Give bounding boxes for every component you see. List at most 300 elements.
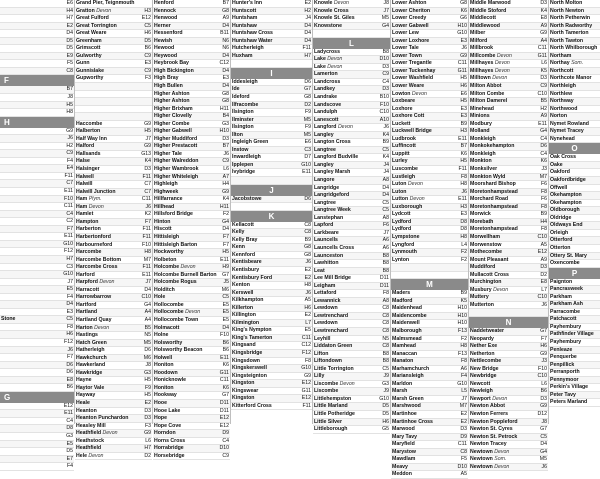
index-entry: [469, 381, 548, 389]
index-entry: [313, 139, 390, 147]
place-name: [232, 154, 297, 161]
index-entry: [0, 271, 74, 279]
place-name-text: Musbury: [470, 286, 492, 293]
index-entry: [153, 15, 230, 23]
grid-reference: K5: [460, 297, 467, 304]
place-name: [314, 0, 375, 7]
place-name: [314, 245, 375, 252]
place-name: [392, 328, 453, 335]
index-entry: [549, 309, 600, 317]
index-entry: [313, 124, 390, 132]
index-entry: [549, 113, 600, 121]
place-name: [154, 453, 215, 460]
place-name: [470, 257, 533, 264]
place-name: [1, 309, 59, 316]
index-entry: [75, 423, 152, 431]
index-entry: [391, 15, 468, 23]
place-name: [392, 15, 453, 22]
grid-reference: F9: [304, 124, 311, 131]
place-name: [154, 113, 215, 120]
place-name-text: Hawkridge: [76, 369, 103, 376]
grid-reference: E5: [304, 327, 311, 334]
county-label: Devon: [94, 324, 110, 331]
index-entry: [469, 106, 548, 114]
grid-reference: C2: [66, 218, 73, 225]
place-name-text: Highleigh: [154, 181, 178, 188]
index-entry: [153, 30, 230, 38]
place-name: [470, 411, 533, 418]
grid-reference: K4: [540, 7, 547, 14]
grid-reference: B8: [382, 252, 389, 259]
grid-reference: D4: [66, 301, 73, 308]
place-name-text: Kellacott: [232, 221, 254, 228]
index-entry: [469, 249, 548, 257]
grid-reference: D3: [540, 0, 547, 6]
index-entry: [313, 154, 390, 162]
index-entry: [549, 68, 600, 76]
county-label: Devon: [337, 124, 353, 131]
place-name-text: Ham: [76, 196, 88, 203]
place-name: [470, 166, 533, 173]
grid-reference: E11: [220, 256, 229, 263]
grid-reference: D6: [144, 347, 151, 354]
index-entry: [469, 8, 548, 16]
place-name: [314, 86, 375, 93]
place-name: [1, 339, 59, 346]
place-name: [470, 143, 533, 150]
grid-reference: F10: [142, 241, 151, 248]
index-entry: [75, 151, 152, 159]
place-name: [154, 121, 215, 128]
grid-reference: D6: [304, 78, 311, 85]
place-name: [1, 448, 59, 455]
index-entry: [231, 312, 312, 320]
index-entry: [469, 83, 548, 91]
place-name: [76, 377, 137, 384]
place-name: [76, 136, 137, 143]
place-name: [154, 257, 215, 264]
place-name: [392, 441, 453, 448]
place-name: [232, 162, 297, 169]
grid-reference: C5: [144, 22, 151, 29]
index-entry: [153, 392, 230, 400]
index-entry: [549, 207, 600, 215]
place-name: [232, 335, 297, 342]
place-name-text: Littleborough: [314, 426, 348, 433]
place-name: [550, 91, 585, 98]
place-name: [1, 233, 59, 240]
grid-reference: C5: [540, 433, 547, 440]
place-name-text: Lydcott: [392, 211, 411, 218]
place-name: [154, 325, 215, 332]
grid-reference: D3: [540, 395, 547, 402]
place-name: [154, 385, 215, 392]
place-name-text: Peter Tavy: [550, 391, 576, 398]
place-name-text: King's Nympton: [232, 327, 272, 334]
place-name-text: Ide: [232, 86, 240, 93]
index-entry: [549, 222, 600, 230]
grid-reference: F4: [66, 293, 73, 300]
place-name: [76, 294, 137, 301]
place-name: [232, 139, 297, 146]
index-entry: [549, 377, 600, 385]
index-entry: [231, 229, 312, 237]
index-entry: [391, 290, 468, 298]
grid-reference: H5: [144, 377, 151, 384]
grid-reference: E12: [301, 380, 311, 387]
place-name-text: Harracott: [76, 286, 100, 293]
place-name-text: Grand Pier, Teignmouth: [76, 0, 135, 6]
place-name-text: Newleigh: [470, 388, 493, 395]
grid-reference: J6: [67, 135, 73, 142]
place-name-text: Lewdown: [314, 305, 338, 312]
index-entry: [75, 181, 152, 189]
place-name-text: Leigham: [314, 282, 336, 289]
index-entry: [391, 313, 468, 321]
grid-reference: L6: [541, 380, 547, 387]
grid-reference: G10: [379, 395, 389, 402]
place-name: [1, 150, 59, 157]
place-name: [470, 98, 533, 105]
grid-reference: [585, 200, 599, 207]
place-name: [314, 56, 375, 63]
place-name: [76, 219, 137, 226]
place-name: [392, 226, 453, 233]
index-entry: [549, 192, 600, 200]
place-name-text: Higher Walreddon: [154, 158, 199, 165]
grid-reference: B6: [66, 384, 73, 391]
index-entry: [469, 189, 548, 197]
grid-reference: [585, 369, 599, 376]
grid-reference: C10: [537, 90, 547, 97]
index-entry: [313, 336, 390, 344]
place-name: [76, 23, 137, 30]
index-entry: [231, 177, 312, 185]
grid-reference: J4: [383, 161, 389, 168]
grid-reference: D3: [460, 426, 467, 433]
index-entry: [153, 317, 230, 325]
place-name-text: Kentisbury: [232, 266, 260, 273]
place-name-text: Hookway: [154, 392, 177, 399]
grid-reference: [585, 38, 599, 45]
index-entry: [75, 257, 152, 265]
index-entry: [75, 347, 152, 355]
grid-reference: A9: [540, 113, 547, 120]
index-entry: [153, 136, 230, 144]
place-name: [1, 354, 59, 361]
place-name: [76, 121, 137, 128]
grid-reference: B8: [382, 48, 389, 55]
index-entry: [549, 347, 600, 355]
letter-header: G: [0, 392, 74, 403]
index-entry: [549, 324, 600, 332]
place-name-text: Marystow: [392, 448, 416, 455]
grid-reference: F8: [540, 203, 547, 210]
place-name: [232, 23, 297, 30]
index-entry: [75, 272, 152, 280]
index-entry: [469, 219, 548, 227]
grid-reference: [585, 60, 599, 67]
place-name: [232, 8, 297, 15]
grid-reference: G8: [222, 90, 229, 97]
grid-reference: D4: [304, 30, 311, 37]
place-name-text: Ilfracombe: [232, 101, 259, 108]
grid-reference: B4: [222, 113, 229, 120]
index-entry: [0, 30, 74, 38]
grid-reference: G11: [457, 67, 467, 74]
place-name-text: Oakfordbridge: [550, 177, 586, 184]
index-entry: [0, 143, 74, 151]
grid-reference: F6: [540, 196, 547, 203]
place-name: [550, 339, 585, 346]
place-name: [1, 135, 59, 142]
place-name: [314, 275, 375, 282]
place-name: [232, 53, 297, 60]
index-entry: [469, 45, 548, 53]
county-label: Plym.: [88, 196, 102, 203]
grid-reference: E11: [64, 233, 73, 240]
index-entry: [313, 102, 390, 110]
place-name: [314, 94, 375, 101]
grid-reference: H7: [304, 52, 311, 59]
place-name: [470, 336, 533, 343]
index-entry: [469, 419, 548, 427]
place-name-text: Heathfield: [76, 430, 102, 437]
county-label: Devon: [492, 395, 508, 402]
place-name-text: Nymet Rowland: [550, 120, 589, 127]
grid-reference: D4: [144, 286, 151, 293]
grid-reference: [585, 207, 599, 214]
grid-reference: D6: [66, 361, 73, 368]
index-entry: [153, 445, 230, 453]
index-entry: [153, 264, 230, 272]
index-entry: [231, 23, 312, 31]
place-name-text: Northam: [550, 52, 572, 59]
place-name-text: Landulph: [314, 109, 338, 116]
index-entry: [231, 388, 312, 396]
index-entry: [231, 222, 312, 230]
index-entry: [549, 230, 600, 238]
place-name: [550, 286, 585, 293]
place-name-text: Littlehempston: [314, 395, 352, 402]
place-name-text: Paignton: [550, 278, 573, 285]
place-name: [1, 279, 59, 286]
place-name: [392, 290, 453, 297]
place-name: [470, 83, 533, 90]
index-entry: [469, 75, 548, 83]
index-entry: [0, 165, 74, 173]
index-entry: [391, 174, 468, 182]
grid-reference: A9: [222, 15, 229, 22]
place-name: [470, 264, 533, 271]
place-name: [76, 249, 137, 256]
grid-reference: E11: [64, 188, 73, 195]
grid-reference: F7: [144, 218, 151, 225]
place-name-text: Higher Brixham: [154, 105, 193, 112]
place-name: [392, 471, 453, 478]
place-name-text: Little Marland: [314, 403, 348, 410]
index-entry: [231, 86, 312, 94]
place-name: [470, 388, 533, 395]
index-entry: [313, 358, 390, 366]
place-name: [232, 117, 297, 124]
place-name: [392, 8, 453, 15]
index-entry: [153, 257, 230, 265]
grid-reference: C9: [382, 71, 389, 78]
place-name: [314, 336, 375, 343]
place-name-text: Morchard Road: [470, 196, 509, 203]
grid-reference: C9: [66, 150, 73, 157]
place-name-text: Hatch Green: [76, 339, 107, 346]
index-entry: [549, 215, 600, 223]
place-name-text: Holsworthy: [154, 339, 183, 346]
place-name: [470, 294, 533, 301]
place-name: [1, 188, 59, 195]
place-name-text: Ideford: [232, 94, 250, 101]
grid-reference: A8: [382, 297, 389, 304]
place-name: [392, 388, 453, 395]
place-name-text: Little Torrington: [314, 365, 354, 372]
place-name-text: Millhayes: [470, 67, 494, 74]
index-entry: [75, 98, 152, 106]
place-name: [392, 464, 453, 471]
index-entry: [0, 45, 74, 53]
grid-reference: E12: [141, 15, 151, 22]
grid-reference: H4: [66, 7, 73, 14]
grid-reference: G9: [222, 188, 229, 195]
index-entry: [391, 136, 468, 144]
place-name-text: Langley: [314, 161, 334, 168]
grid-reference: C3: [66, 263, 73, 270]
index-entry: [153, 355, 230, 363]
grid-reference: H10: [219, 128, 229, 135]
index-entry: [469, 272, 548, 280]
grid-reference: N5: [144, 332, 151, 339]
index-entry: [391, 143, 468, 151]
index-entry: [391, 328, 468, 336]
county-label: Devon: [409, 196, 425, 203]
index-entry: [75, 189, 152, 197]
index-entry: [549, 354, 600, 362]
grid-reference: [588, 384, 599, 391]
place-name: [314, 147, 375, 154]
county-label: Devon: [99, 279, 115, 286]
place-name-text: Mutterton: [470, 301, 494, 308]
grid-reference: H5: [66, 101, 73, 108]
place-name-text: Lanstephan: [314, 214, 344, 221]
place-name: [470, 449, 533, 456]
place-name: [470, 366, 533, 373]
place-name-text: Little Potheridge: [314, 410, 355, 417]
place-name-text: Hawkchurch: [76, 354, 107, 361]
index-entry: [549, 200, 600, 208]
grid-reference: E5: [66, 286, 73, 293]
place-name: [314, 23, 375, 30]
grid-reference: J6: [383, 124, 389, 131]
index-entry: [549, 15, 600, 23]
place-name-text: Kelly: [232, 229, 245, 236]
place-name-text: North Petherwin: [550, 15, 591, 22]
grid-reference: D10: [379, 56, 389, 63]
grid-reference: F13: [458, 350, 467, 357]
index-entry: [75, 287, 152, 295]
index-entry: [231, 38, 312, 46]
place-name-text: Milford: [470, 37, 488, 44]
place-name: [154, 166, 215, 173]
index-entry: [153, 249, 230, 257]
index-entry: [231, 162, 312, 170]
index-entry: [469, 302, 548, 310]
grid-reference: C5: [222, 294, 229, 301]
index-entry: [391, 441, 468, 449]
index-entry: [75, 370, 152, 378]
grid-reference: B9: [382, 139, 389, 146]
letter-header: O: [549, 143, 600, 154]
grid-reference: E12: [301, 395, 311, 402]
index-column: [0, 0, 75, 470]
place-name: [550, 128, 585, 135]
place-name-text: Middlewood: [470, 22, 500, 29]
index-entry: [469, 449, 548, 457]
index-entry: [391, 388, 468, 396]
index-entry: [549, 60, 600, 68]
place-name-text: Kilkhampton: [232, 297, 264, 304]
grid-reference: H4: [222, 181, 229, 188]
grid-reference: C8: [382, 327, 389, 334]
index-entry: [75, 234, 152, 242]
grid-reference: G3: [66, 432, 73, 439]
place-name-text: Heathfield: [76, 445, 102, 452]
place-name: [76, 181, 137, 188]
place-name: [76, 408, 137, 415]
place-name: [154, 347, 215, 354]
grid-reference: E2: [144, 399, 151, 406]
grid-reference: D3: [540, 75, 547, 82]
grid-reference: E2: [304, 0, 311, 6]
index-entry: [0, 377, 74, 385]
place-name-text: Huxham: [232, 52, 253, 59]
grid-reference: G10: [457, 380, 467, 387]
grid-reference: F5: [66, 60, 73, 67]
place-name: [392, 75, 453, 82]
grid-reference: [585, 237, 599, 244]
index-entry: [231, 244, 312, 252]
index-entry: [313, 328, 390, 336]
place-name: [550, 185, 585, 192]
index-entry: [0, 316, 74, 324]
place-name-text: Lake: [314, 63, 326, 70]
index-entry: [153, 332, 230, 340]
place-name: [470, 30, 533, 37]
grid-reference: B8: [382, 267, 389, 274]
index-entry: [153, 143, 230, 151]
place-name-text: Hutcherleigh: [232, 45, 264, 52]
grid-reference: E8: [540, 279, 547, 286]
index-entry: [231, 0, 312, 8]
place-name: [1, 218, 59, 225]
place-name: [392, 351, 453, 358]
grid-reference: B8: [382, 350, 389, 357]
place-name: [470, 121, 533, 128]
grid-reference: D6: [304, 195, 311, 202]
index-entry: [469, 158, 548, 166]
index-entry: [313, 411, 390, 419]
place-name: [154, 189, 215, 196]
index-entry: [0, 180, 74, 188]
place-name: [1, 347, 59, 354]
grid-reference: C8: [382, 320, 389, 327]
index-entry: [549, 38, 600, 46]
